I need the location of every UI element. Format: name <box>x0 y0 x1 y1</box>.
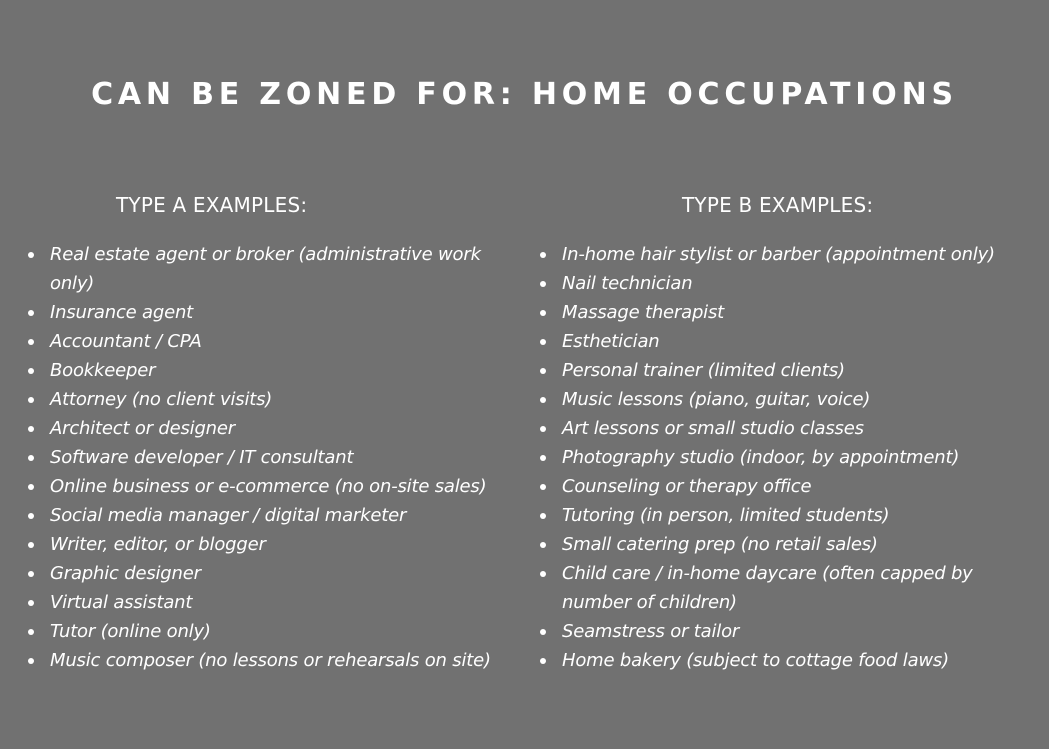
list-item-text: Real estate agent or broker (administrative work only) <box>50 244 481 294</box>
bullet-icon <box>540 368 546 374</box>
list-item-text: Counseling or therapy office <box>562 476 812 497</box>
list-item-text: Software developer / IT consultant <box>50 447 354 468</box>
list-item <box>536 501 1042 530</box>
bullet-icon <box>540 339 546 345</box>
bullet-icon <box>28 629 34 635</box>
bullet-icon <box>28 426 34 432</box>
list-item-text: Architect or designer <box>50 418 235 439</box>
list-item <box>24 443 534 472</box>
list-item <box>24 327 534 356</box>
list-item <box>24 356 534 385</box>
list-item <box>536 646 1042 675</box>
bullet-icon <box>540 455 546 461</box>
list-item <box>24 646 534 675</box>
list-item-text: Nail technician <box>562 273 693 294</box>
type-a-column <box>24 192 534 675</box>
bullet-icon <box>28 484 34 490</box>
list-item-text: Art lessons or small studio classes <box>562 418 864 439</box>
bullet-icon <box>28 455 34 461</box>
type-a-list <box>24 240 534 675</box>
bullet-icon <box>540 310 546 316</box>
type-b-column <box>536 192 1042 675</box>
list-item-text: Child care / in-home daycare (often capped by number of children) <box>562 563 973 613</box>
list-item <box>24 240 534 298</box>
bullet-icon <box>28 513 34 519</box>
list-item <box>536 356 1042 385</box>
bullet-icon <box>28 397 34 403</box>
bullet-icon <box>28 571 34 577</box>
list-item <box>536 472 1042 501</box>
list-item-text: Attorney (no client visits) <box>50 389 273 410</box>
list-item-text: Music lessons (piano, guitar, voice) <box>562 389 871 410</box>
list-item-text: Tutoring (in person, limited students) <box>562 505 890 526</box>
bullet-icon <box>28 252 34 258</box>
type-b-heading: TYPE B EXAMPLES: <box>682 193 874 217</box>
bullet-icon <box>540 571 546 577</box>
bullet-icon <box>28 600 34 606</box>
bullet-icon <box>28 339 34 345</box>
list-item <box>536 298 1042 327</box>
list-item <box>536 443 1042 472</box>
bullet-icon <box>540 513 546 519</box>
list-item <box>536 327 1042 356</box>
bullet-icon <box>28 310 34 316</box>
list-item <box>24 472 534 501</box>
bullet-icon <box>28 542 34 548</box>
bullet-icon <box>28 368 34 374</box>
list-item <box>536 414 1042 443</box>
list-item-text: Online business or e-commerce (no on-site sales) <box>50 476 487 497</box>
list-item <box>24 617 534 646</box>
list-item-text: In-home hair stylist or barber (appointment only) <box>562 244 995 265</box>
list-item-text: Graphic designer <box>50 563 201 584</box>
list-item <box>536 240 1042 269</box>
list-item-text: Social media manager / digital marketer <box>50 505 407 526</box>
bullet-icon <box>540 542 546 548</box>
type-a-heading: TYPE A EXAMPLES: <box>116 193 308 217</box>
list-item-text: Music composer (no lessons or rehearsals on site) <box>50 650 491 671</box>
bullet-icon <box>28 658 34 664</box>
list-item <box>24 385 534 414</box>
list-item-text: Insurance agent <box>50 302 194 323</box>
list-item <box>24 559 534 588</box>
list-item <box>24 298 534 327</box>
bullet-icon <box>540 252 546 258</box>
list-item <box>24 414 534 443</box>
bullet-icon <box>540 629 546 635</box>
list-item-text: Home bakery (subject to cottage food laws) <box>562 650 949 671</box>
list-item <box>536 530 1042 559</box>
bullet-icon <box>540 426 546 432</box>
list-item-text: Writer, editor, or blogger <box>50 534 266 555</box>
list-item-text: Bookkeeper <box>50 360 156 381</box>
list-item <box>536 617 1042 646</box>
list-item <box>24 588 534 617</box>
list-item-text: Small catering prep (no retail sales) <box>562 534 878 555</box>
list-item <box>24 530 534 559</box>
list-item <box>536 269 1042 298</box>
list-item-text: Massage therapist <box>562 302 725 323</box>
list-item <box>536 559 1042 617</box>
list-item <box>536 385 1042 414</box>
list-item-text: Esthetician <box>562 331 660 352</box>
list-item <box>24 501 534 530</box>
bullet-icon <box>540 484 546 490</box>
list-item-text: Personal trainer (limited clients) <box>562 360 845 381</box>
list-item-text: Photography studio (indoor, by appointment) <box>562 447 960 468</box>
bullet-icon <box>540 397 546 403</box>
list-item-text: Tutor (online only) <box>50 621 211 642</box>
bullet-icon <box>540 281 546 287</box>
list-item-text: Virtual assistant <box>50 592 193 613</box>
list-item-text: Accountant / CPA <box>50 331 202 352</box>
list-item-text: Seamstress or tailor <box>562 621 740 642</box>
page-title: CAN BE ZONED FOR: HOME OCCUPATIONS <box>91 77 958 113</box>
bullet-icon <box>540 658 546 664</box>
type-b-list <box>536 240 1042 675</box>
